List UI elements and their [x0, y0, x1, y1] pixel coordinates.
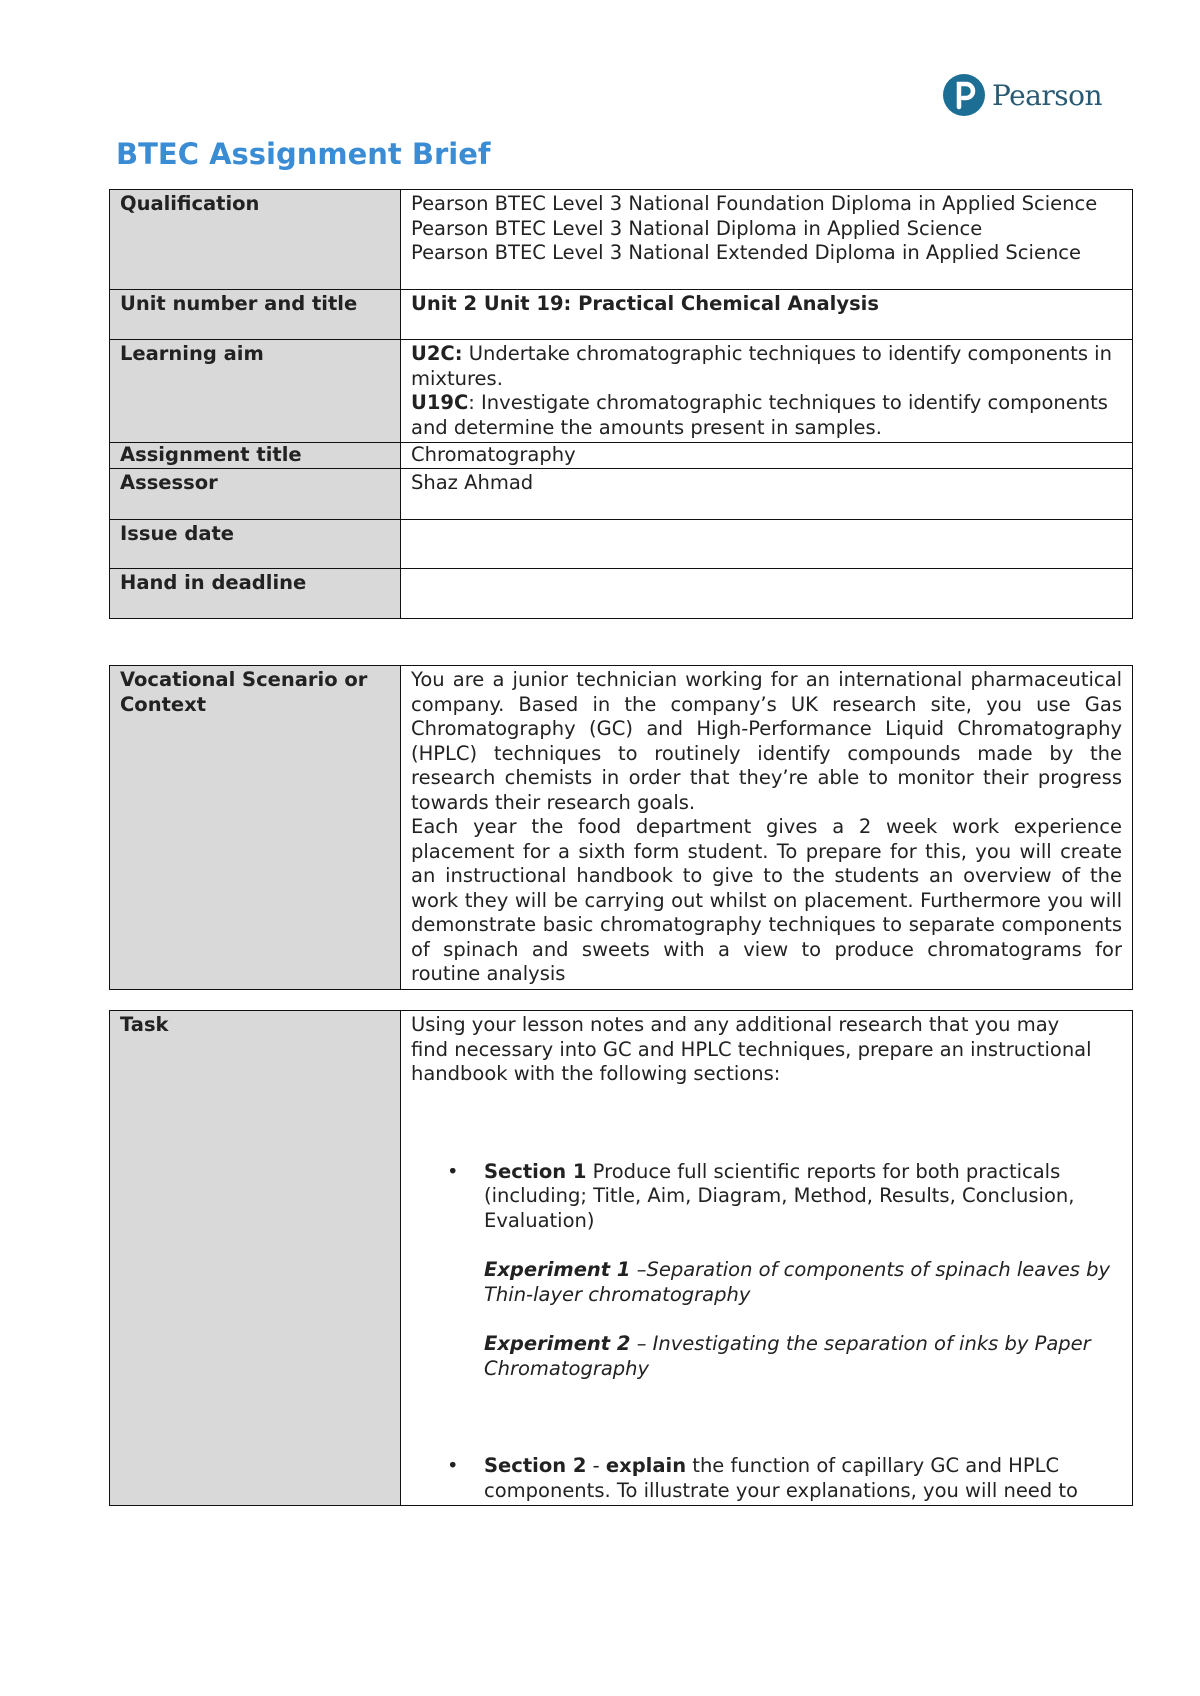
section-2-text	[484, 1454, 1122, 1503]
issue-date-value	[401, 519, 1133, 568]
pearson-logo	[942, 70, 1102, 120]
qualification-line: Pearson BTEC Level 3 National Diploma in Applied Science	[411, 216, 983, 240]
experiment-2-text: – Investigating the separation of inks by Paper Chromatography	[484, 1332, 1091, 1380]
aim-text: : Investigate chromatographic techniques to identify components and determine the amounts present in samples.	[411, 391, 1108, 439]
section-1-heading: Section 1	[484, 1159, 587, 1183]
qualification-label: Qualification	[110, 190, 401, 290]
learning-aim-label: Learning aim	[110, 340, 401, 443]
bullet-icon: •	[447, 1159, 459, 1183]
deadline-value	[401, 568, 1133, 618]
qualification-value	[401, 190, 1133, 290]
assessor-label: Assessor	[110, 468, 401, 519]
aim-code: U19C	[411, 391, 469, 414]
experiment-2-label: Experiment 2	[484, 1332, 631, 1355]
details-table	[109, 189, 1133, 619]
unit-value: Unit 2 Unit 19: Practical Chemical Analysis	[401, 290, 1133, 340]
section-1-description: Produce full scientific reports for both practicals (including; Title, Aim, Diagram, Method, Results, Conclusion, Evaluation)	[484, 1159, 1075, 1232]
task-label: Task	[110, 1011, 401, 1506]
table-row	[110, 443, 1133, 469]
table-row	[110, 1011, 1133, 1506]
scenario-label: Vocational Scenario or Context	[110, 666, 401, 990]
task-body	[401, 1011, 1133, 1506]
section-1-text	[484, 1160, 1122, 1234]
pearson-logo-text: Pearson	[992, 78, 1102, 112]
scenario-table	[109, 665, 1133, 990]
scenario-paragraph: You are a junior technician working for an international pharmaceutical company. Based in the company’s UK research site, you use Gas Chromatography (GC) and High-Performance Liquid Chromatography (HPLC) techniques to routinely identify compounds made by the research chemists in order that they’re able to monitor their progress towards their research goals.	[411, 668, 1122, 814]
task-intro: Using your lesson notes and any additional research that you may find necessary into GC and HPLC techniques, prepare an instructional handbook with the following sections:	[411, 1013, 1092, 1085]
section-2-heading: Section 2	[484, 1454, 587, 1477]
scenario-paragraph: Each year the food department gives a 2 week work experience placement for a sixth form student. To prepare for this, you will create an instructional handbook to give to the students an overview of the work they will be carrying out whilst on placement. Furthermore you will demonstrate basic chromatography techniques to separate components of spinach and sweets with a view to produce chromatograms for routine analysis	[411, 815, 1122, 985]
table-row	[110, 190, 1133, 290]
assessor-value: Shaz Ahmad	[401, 468, 1133, 519]
learning-aim-item	[411, 342, 1122, 391]
table-row	[110, 519, 1133, 568]
task-sections	[411, 1160, 1122, 1504]
table-row	[110, 568, 1133, 618]
table-row	[110, 468, 1133, 519]
experiment-1-label: Experiment 1	[484, 1258, 631, 1281]
section-2-dash: -	[586, 1454, 606, 1477]
deadline-label: Hand in deadline	[110, 568, 401, 618]
list-item	[447, 1454, 1122, 1503]
page-title: BTEC Assignment Brief	[116, 137, 491, 171]
task-table	[109, 1010, 1133, 1506]
qualification-line: Pearson BTEC Level 3 National Foundation Diploma in Applied Science	[411, 192, 1098, 215]
list-item	[447, 1159, 1122, 1382]
unit-label: Unit number and title	[110, 290, 401, 340]
assignment-title-label: Assignment title	[110, 443, 401, 469]
learning-aim-value	[401, 340, 1133, 443]
table-row	[110, 340, 1133, 443]
section-2-verb: explain	[605, 1454, 687, 1477]
table-row	[110, 290, 1133, 340]
pearson-p-icon	[942, 73, 986, 117]
qualification-line: Pearson BTEC Level 3 National Extended Diploma in Applied Science	[411, 241, 1082, 264]
experiment-1-text: –Separation of components of spinach leaves by Thin-layer chromatography	[484, 1258, 1111, 1306]
assignment-title-value: Chromatography	[401, 443, 1133, 469]
scenario-text	[401, 666, 1133, 990]
bullet-icon: •	[447, 1454, 459, 1477]
table-row	[110, 666, 1133, 990]
experiment-2	[484, 1332, 1122, 1381]
aim-code: U2C:	[411, 342, 463, 365]
aim-text: Undertake chromatographic techniques to identify components in mixtures.	[411, 342, 1112, 390]
issue-date-label: Issue date	[110, 519, 401, 568]
experiment-1	[484, 1258, 1122, 1307]
section-2-description: the function of capillary GC and HPLC components. To illustrate your explanations, you will need to	[484, 1454, 1078, 1502]
learning-aim-item	[411, 391, 1122, 440]
